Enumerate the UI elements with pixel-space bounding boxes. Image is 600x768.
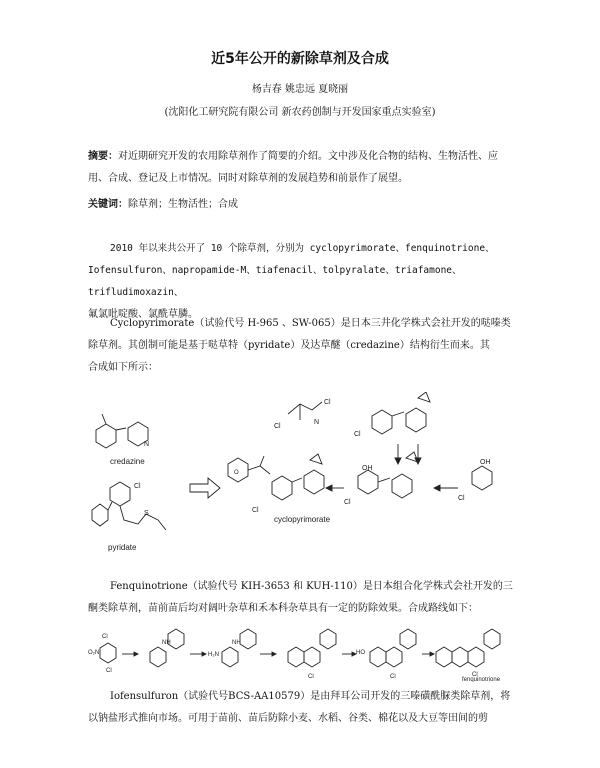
iofensulfuron-paragraph <box>88 686 514 730</box>
right-reagent-cl-atom: Cl <box>458 495 465 502</box>
keywords-label: 关键词： <box>88 199 128 210</box>
amino-nh-atom: NH <box>232 640 241 646</box>
fenquinotrione-structure <box>436 629 500 678</box>
fenquinotrione-synthesis-scheme <box>88 624 518 682</box>
affiliation: (沈阳化工研究院有限公司 新农药创制与开发国家重点实验室) <box>164 107 436 118</box>
intro-line-3: 氟氯吡啶酸、氯酰草膦。 <box>88 309 198 320</box>
credazine-label: credazine <box>110 457 145 466</box>
pyridate-label: pyridate <box>108 543 137 552</box>
top-reagent-cl-1: Cl <box>324 399 331 406</box>
acid-quinoxaline-structure <box>356 629 416 680</box>
top-intermediate-cl-atom: Cl <box>354 431 361 438</box>
middle-intermediate-oh-atom: OH <box>362 465 373 472</box>
keywords <box>88 194 514 216</box>
right-reagent-structure <box>458 459 492 502</box>
cyclopyrimorate-synthesis-scheme <box>88 392 518 570</box>
right-reagent-oh-atom: OH <box>480 459 491 466</box>
amino-structure <box>208 629 256 667</box>
nitro-cl-1: Cl <box>102 634 108 640</box>
cyclo-line-2: 除草剂。其创制可能是基于哒草特（pyridate）及达草醚（credazine）结构衍生而来。其 <box>88 340 490 351</box>
amino-h2n-atom: H₂N <box>208 652 219 658</box>
pyridate-cl-atom: Cl <box>134 483 141 490</box>
acid-cl-atom: Cl <box>390 674 396 680</box>
acid-ho-atom: HO <box>356 650 365 656</box>
intro-line-2: Iofensulfuron、napropamide-M、tiafenacil、tolpyralate、triafamone、trifludimoxazin、 <box>88 265 462 298</box>
cyclopyrimorate-structure <box>228 454 324 514</box>
anilino-nitro-structure <box>150 629 184 667</box>
middle-intermediate-structure <box>344 452 418 506</box>
svg-text:S: S <box>144 510 149 517</box>
credazine-structure <box>96 414 149 448</box>
fenquinotrione-paragraph <box>88 576 514 620</box>
nitro-o2n-atom: O₂N <box>88 650 100 656</box>
credazine-n-atom: N <box>144 441 150 448</box>
paper-title: 近5年公开的新除草剂及合成 <box>211 51 389 67</box>
fenq-line-2: 酮类除草剂，苗前苗后均对阔叶杂草和禾本科杂草具有一定的防除效果。合成路线如下： <box>88 603 478 614</box>
abstract-text: 对近期研究开发的农用除草剂作了简要的介绍。文中涉及化合物的结构、生物活性、应用、合成、登记及上市情况。同时对除草剂的发展趋势和前景作了展望。 <box>88 151 498 184</box>
derivation-arrow <box>190 478 220 498</box>
abstract-label: 摘要： <box>88 151 118 162</box>
cyclopyrimorate-paragraph <box>88 313 514 379</box>
iofen-line-1: Iofensulfuron（试验代号BCS-AA10579）是由拜耳公司开发的三嗪磺酰脲类除草剂，将 <box>110 691 511 702</box>
ester-cl-atom: Cl <box>308 674 314 680</box>
abstract <box>88 146 514 190</box>
fenq-line-1: Fenquinotrione（试验代号 KIH-3653 和 KUH-110）是日本组合化学株式会社开发的三 <box>110 581 513 592</box>
nitro-dichlorobenzene-structure <box>88 634 116 674</box>
top-reagent-cl-2: Cl <box>274 423 281 430</box>
pyridate-structure <box>92 482 166 530</box>
nitro-cl-2: Cl <box>106 668 112 674</box>
cyclo-line-1: Cyclopyrimorate（试验代号 H-965 、SW-065）是日本三井化学株式会社开发的哒嗪类 <box>110 318 511 329</box>
cyclopyrimorate-cl-atom: Cl <box>252 507 259 514</box>
intro-line-1: 2010 年以来共公开了 10 个除草剂，分别为 cyclopyrimorate、fenquinotrione、 <box>110 243 495 254</box>
svg-text:O: O <box>234 470 239 476</box>
iofen-line-2: 以钠盐形式推向市场。可用于苗前、苗后防除小麦、水稻、谷类、棉花以及大豆等田间的剪 <box>88 713 488 724</box>
authors: 杨吉春 姚忠远 夏晓丽 <box>251 84 349 95</box>
top-reagent-n-atom: N <box>314 419 320 426</box>
cyclopyrimorate-label: cyclopyrimorate <box>274 515 331 524</box>
top-reagent-structure <box>274 399 331 430</box>
cyclo-line-3: 合成如下所示： <box>88 362 158 373</box>
keywords-text: 除草剂；生物活性；合成 <box>128 199 238 210</box>
middle-intermediate-cl-atom: Cl <box>344 499 351 506</box>
fenquinotrione-cl-atom: Cl <box>472 672 478 678</box>
ester-quinoxaline-structure <box>288 629 336 680</box>
fenquinotrione-label: fenquinotrione <box>462 677 501 682</box>
top-intermediate-structure <box>354 392 430 438</box>
anilino-nh-atom: NH <box>162 640 171 646</box>
